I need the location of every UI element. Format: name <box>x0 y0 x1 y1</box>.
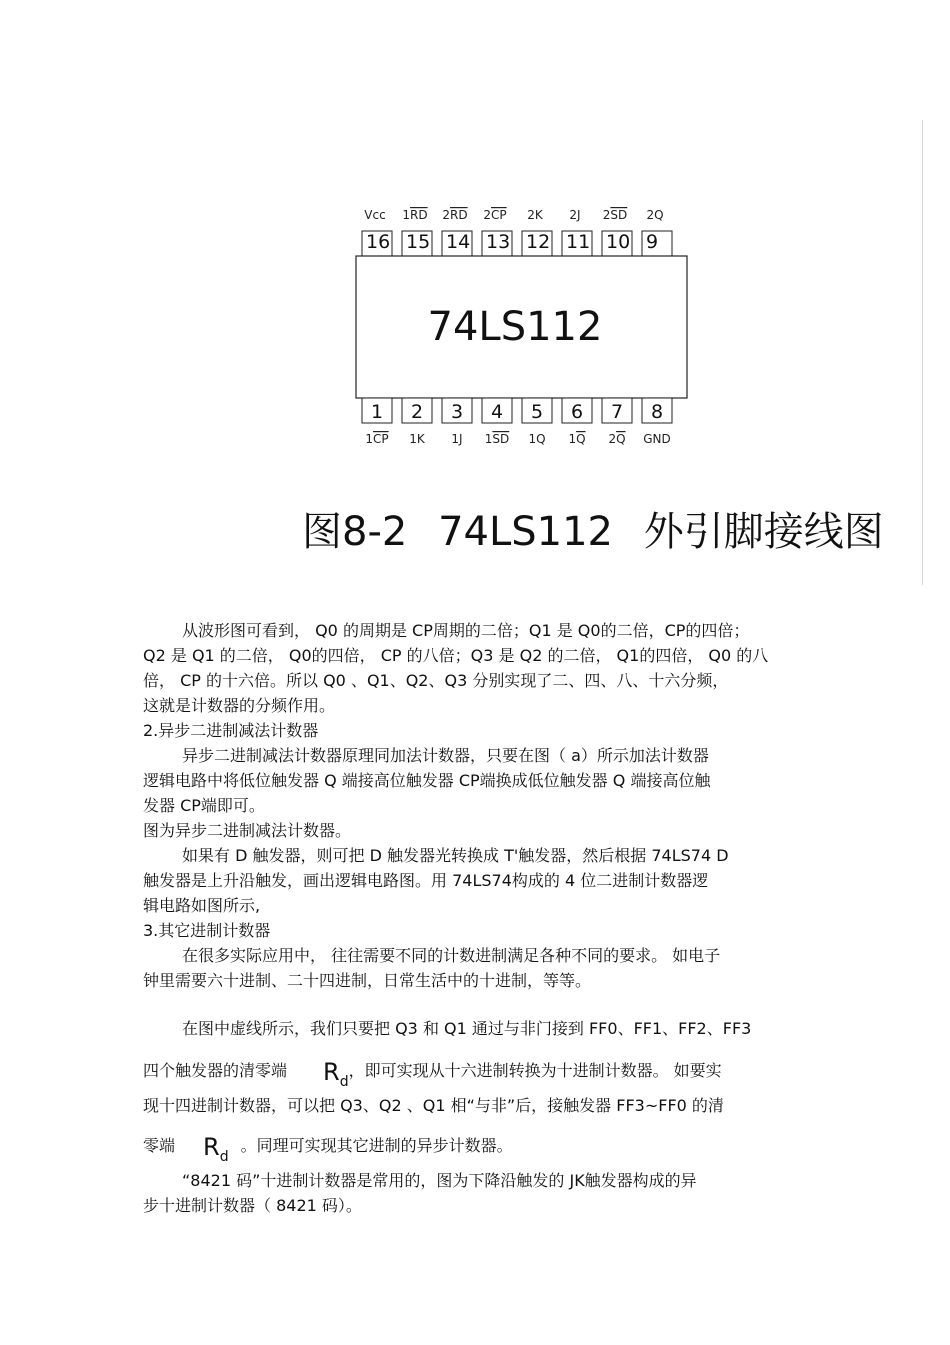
rd-main: R <box>203 1133 220 1161</box>
rd-main: R <box>323 1058 340 1086</box>
pin-number-12: 12 <box>526 231 551 253</box>
text-line-rd-1 <box>143 1058 808 1095</box>
text-line: 现十四进制计数器，可以把 Q3、Q2 、Q1 相“与非”后，接触发器 FF3~FF0 的清 <box>143 1096 724 1115</box>
text-line: 触发器是上升沿触发，画出逻辑电路图。用 74LS74构成的 4 位二进制计数器逻 <box>143 871 709 890</box>
pin-number-5: 5 <box>530 401 544 423</box>
caption-chip-name: 74LS112 <box>438 509 613 555</box>
rd-symbol <box>203 1133 229 1165</box>
chip-name: 74LS112 <box>427 304 603 350</box>
text-line: 在很多实际应用中， 往往需要不同的计数进制满足各种不同的要求。 如电子 <box>182 946 721 965</box>
rd-sub: d <box>219 1148 229 1165</box>
caption-title: 外引脚接线图 <box>643 509 884 555</box>
pin-number-13: 13 <box>486 231 511 253</box>
pin-label-9: 2Q <box>646 208 664 222</box>
pin-label-10: 2SD <box>602 208 628 222</box>
rd-sub: d <box>339 1073 349 1090</box>
pin-number-7: 7 <box>610 401 624 423</box>
text-line: 逻辑电路中将低位触发器 Q 端接高位触发器 CP端换成低位触发器 Q 端接高位触 <box>143 771 711 790</box>
pin-label-6: 1Q <box>568 432 586 446</box>
text-line: “8421 码”十进制计数器是常用的，图为下降沿触发的 JK触发器构成的异 <box>182 1171 697 1190</box>
text-line: 这就是计数器的分频作用。 <box>143 696 336 715</box>
top-pin-labels <box>364 208 663 222</box>
pin-label-3: 1J <box>451 432 463 446</box>
pin-label-2: 1K <box>409 432 425 446</box>
text-line: 图为异步二进制减法计数器。 <box>143 821 352 840</box>
text-line: 步十进制计数器（ 8421 码）。 <box>143 1196 362 1215</box>
text-line: Q2 是 Q1 的二倍， Q0的四倍， CP 的八倍；Q3 是 Q2 的二倍， Q1的四倍， Q0 的八 <box>143 646 769 665</box>
caption-figure-number: 图8-2 <box>302 509 408 555</box>
pin-label-4: 1SD <box>484 432 510 446</box>
figure-caption <box>302 500 902 557</box>
rd-symbol <box>323 1058 349 1090</box>
pin-number-14: 14 <box>446 231 471 253</box>
pin-label-1: 1CP <box>365 432 389 446</box>
pin-number-1: 1 <box>370 401 384 423</box>
text-line: 从波形图可看到， Q0 的周期是 CP周期的二倍；Q1 是 Q0的二倍，CP的四倍； <box>182 621 750 640</box>
text-line <box>143 1093 808 1118</box>
text-span: 。同理可实现其它进制的异步计数器。 <box>240 1136 513 1155</box>
pin-number-6: 6 <box>570 401 584 423</box>
pin-number-9: 9 <box>646 231 659 253</box>
text-line: 在图中虚线所示，我们只要把 Q3 和 Q1 通过与非门接到 FF0、FF1、FF2、FF3 <box>182 1019 752 1038</box>
text-line: 异步二进制减法计数器原理同加法计数器，只要在图（ a）所示加法计数器 <box>182 746 709 765</box>
text-line: 钟里需要六十进制、二十四进制，日常生活中的十进制，等等。 <box>143 971 592 990</box>
pin-number-2: 2 <box>410 401 424 423</box>
pin-label-15: 1RD <box>402 208 428 222</box>
pin-number-3: 3 <box>450 401 464 423</box>
text-line-rd-2 <box>143 1133 808 1170</box>
text-line: 倍， CP 的十六倍。所以 Q0 、Q1、Q2、Q3 分别实现了二、四、八、十六分频， <box>143 671 729 690</box>
pin-label-16: Vcc <box>364 208 386 222</box>
paragraph-frequency-division <box>143 618 808 993</box>
pin-number-11: 11 <box>566 231 591 253</box>
pin-label-12: 2K <box>527 208 543 222</box>
top-pins <box>362 231 672 256</box>
pin-label-7: 2Q <box>608 432 626 446</box>
pin-label-13: 2CP <box>483 208 507 222</box>
chip-pinout-diagram <box>340 195 700 460</box>
pin-label-14: 2RD <box>442 208 468 222</box>
text-line: 发器 CP端即可。 <box>143 796 265 815</box>
bottom-pin-labels <box>365 432 670 446</box>
pin-label-8: GND <box>643 432 671 446</box>
text-span: 零端 <box>143 1136 176 1155</box>
section-heading-2: 2.异步二进制减法计数器 <box>143 721 319 740</box>
page-edge-rule <box>922 120 923 585</box>
bottom-pins <box>362 398 672 423</box>
text-span: ，即可实现从十六进制转换为十进制计数器。 如要实 <box>348 1061 722 1080</box>
section-heading-3: 3.其它进制计数器 <box>143 921 271 940</box>
pin-number-16: 16 <box>366 231 391 253</box>
text-line: 如果有 D 触发器，则可把 D 触发器光转换成 T'触发器，然后根据 74LS74 D <box>182 846 729 865</box>
pin-number-15: 15 <box>406 231 431 253</box>
text-span: 四个触发器的清零端 <box>143 1061 288 1080</box>
text-line: 辑电路如图所示, <box>143 896 261 915</box>
paragraph-8421 <box>143 1168 808 1218</box>
pin-number-10: 10 <box>606 231 631 253</box>
pin-label-11: 2J <box>569 208 581 222</box>
pin-number-4: 4 <box>490 401 504 423</box>
paragraph-other-bases <box>143 1016 808 1041</box>
pin-label-5: 1Q <box>528 432 546 446</box>
pin-number-8: 8 <box>650 401 664 423</box>
